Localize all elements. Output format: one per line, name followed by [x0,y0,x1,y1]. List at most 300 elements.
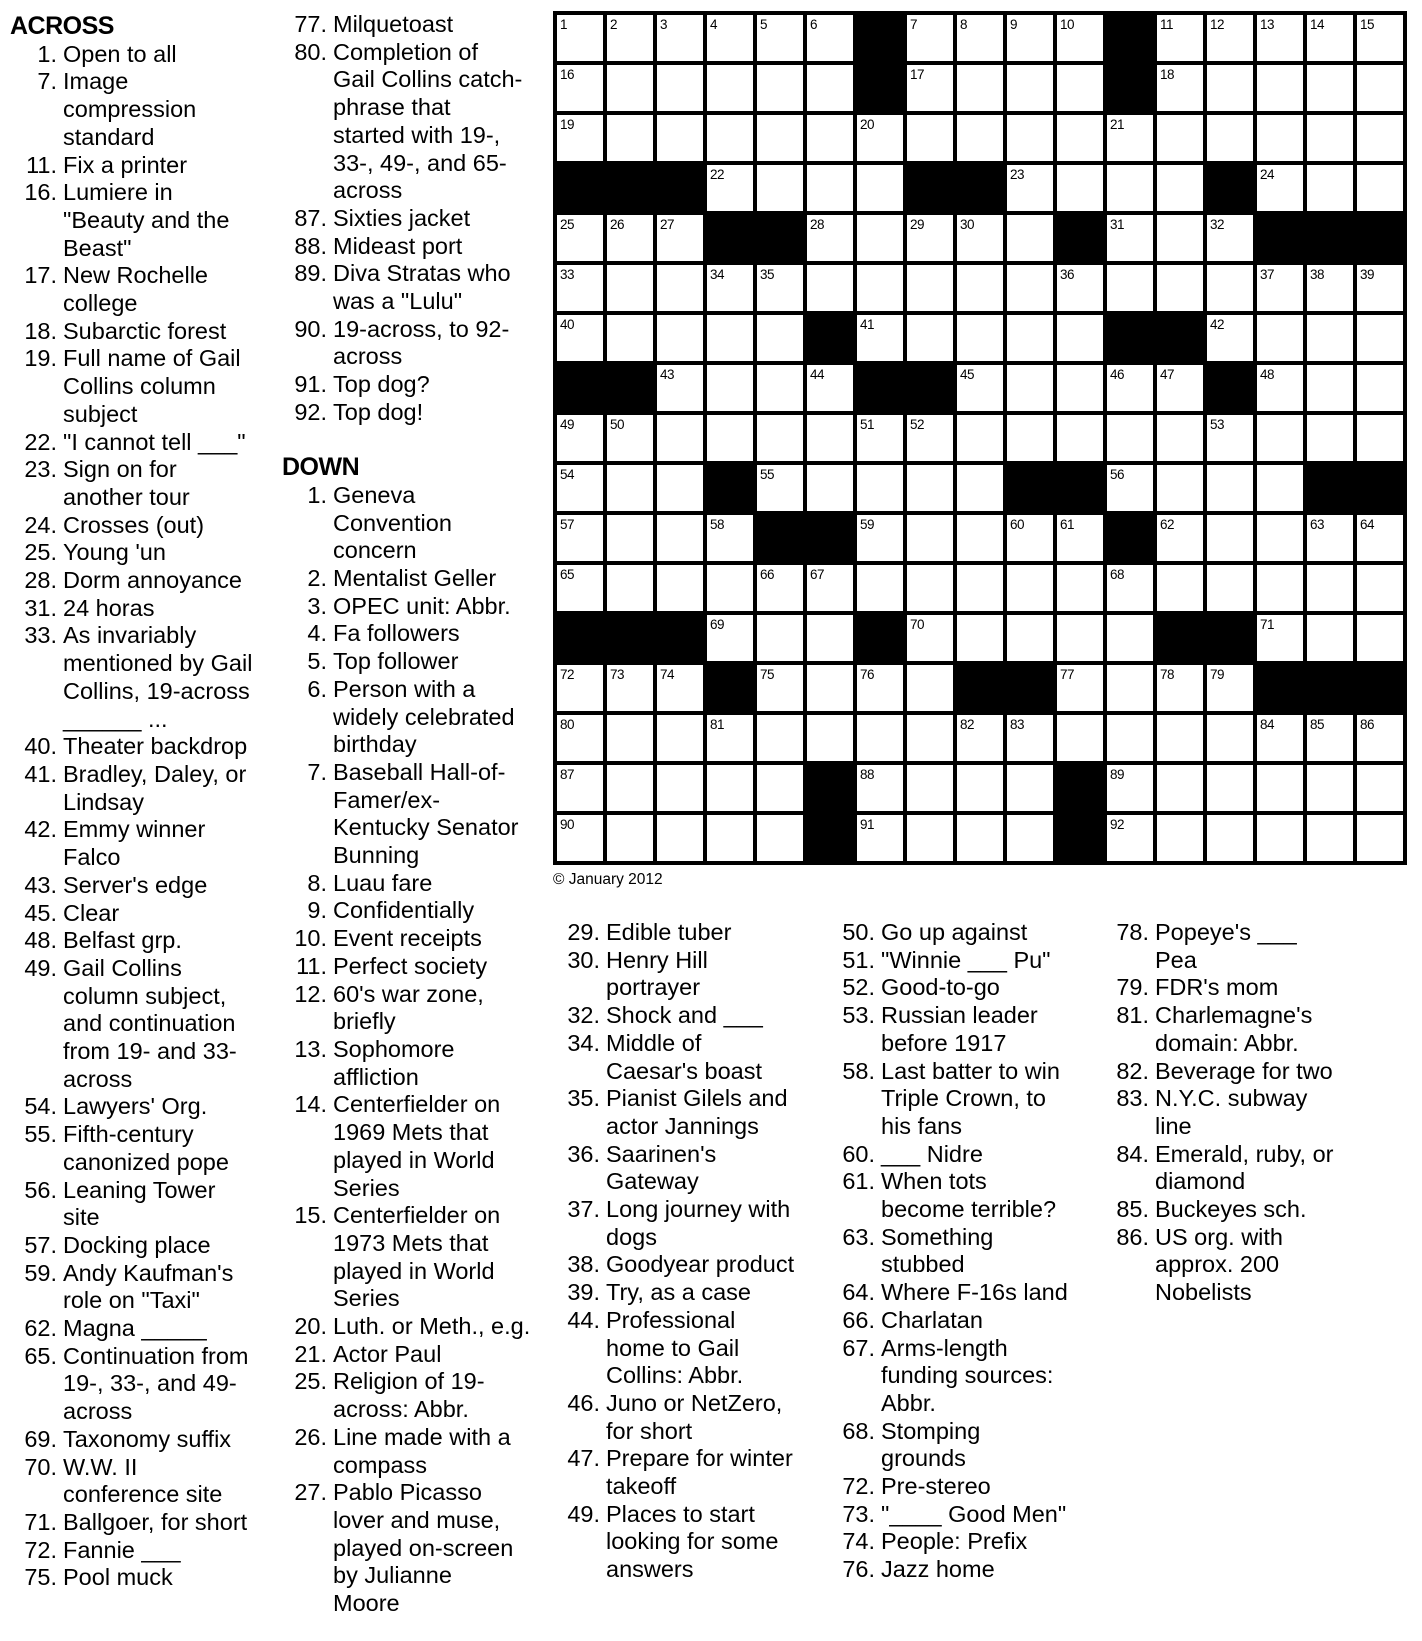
grid-cell[interactable] [757,715,803,761]
grid-cell[interactable] [657,65,703,111]
grid-cell[interactable] [807,115,853,161]
grid-cell[interactable] [1357,715,1403,761]
grid-cell[interactable] [1207,315,1253,361]
grid-cell[interactable] [1207,465,1253,511]
cell-number: 92 [1110,817,1125,832]
grid-cell[interactable] [1257,815,1303,861]
grid-cell[interactable] [907,265,953,311]
grid-cell[interactable] [957,565,1003,611]
grid-cell[interactable] [1257,415,1303,461]
grid-cell[interactable] [907,665,953,711]
grid-cell[interactable] [657,115,703,161]
grid-cell[interactable] [1207,115,1253,161]
grid-cell[interactable] [1007,715,1053,761]
grid-cell[interactable] [1057,315,1103,361]
across-clue [10,567,252,595]
grid-cell[interactable] [1307,365,1353,411]
grid-cell[interactable] [957,715,1003,761]
grid-cell[interactable] [557,65,603,111]
grid-cell[interactable] [757,765,803,811]
grid-cell[interactable] [1207,215,1253,261]
cell-number: 55 [760,467,775,482]
grid-cell[interactable] [557,215,603,261]
clue-text: portrayer [606,974,701,1001]
grid-cell[interactable] [657,215,703,261]
grid-cell[interactable] [1207,715,1253,761]
grid-cell[interactable] [807,565,853,611]
grid-cell[interactable] [607,465,653,511]
clue-text: Pool muck [63,1564,173,1591]
grid-cell[interactable] [1057,715,1103,761]
grid-cell[interactable] [907,415,953,461]
across-clue [282,260,530,315]
grid-cell[interactable] [707,315,753,361]
grid-cell[interactable] [1357,765,1403,811]
clue-text: Triple Crown, to [881,1085,1046,1112]
grid-cell[interactable] [1007,365,1053,411]
grid-cell[interactable] [1057,665,1103,711]
grid-cell[interactable] [1357,65,1403,111]
grid-cell[interactable] [707,115,753,161]
grid-cell[interactable] [557,515,603,561]
grid-cell[interactable] [557,815,603,861]
grid-cell[interactable] [957,315,1003,361]
clue-text: Image [63,68,129,95]
grid-cell[interactable] [557,415,603,461]
grid-cell[interactable] [707,815,753,861]
black-square [1307,465,1353,511]
cell-number: 32 [1210,217,1225,232]
grid-cell[interactable] [657,15,703,61]
grid-cell[interactable] [1307,565,1353,611]
grid-cell[interactable] [1007,265,1053,311]
grid-cell[interactable] [1057,565,1103,611]
grid-cell[interactable] [707,165,753,211]
across-clue [10,927,252,955]
grid-cell[interactable] [1057,515,1103,561]
grid-cell[interactable] [607,315,653,361]
grid-cell[interactable] [907,215,953,261]
grid-cell[interactable] [557,765,603,811]
clue-text: played on-screen [333,1534,514,1561]
grid-cell[interactable] [1307,815,1353,861]
grid-cell[interactable] [1157,565,1203,611]
across-clue [10,622,252,733]
down-clue [835,1556,1068,1584]
grid-cell[interactable] [807,665,853,711]
grid-cell[interactable] [1107,715,1153,761]
cell-number: 40 [560,317,575,332]
grid-cell[interactable] [857,815,903,861]
grid-cell[interactable] [907,465,953,511]
across-clue [10,539,252,567]
grid-cell[interactable] [707,15,753,61]
grid-cell[interactable] [607,215,653,261]
grid-cell[interactable] [607,115,653,161]
grid-cell[interactable] [1107,365,1153,411]
grid-cell[interactable] [1157,65,1203,111]
grid-cell[interactable] [1207,65,1253,111]
grid-cell[interactable] [957,15,1003,61]
grid-cell[interactable] [907,715,953,761]
grid-cell[interactable] [607,665,653,711]
clue-number: 33. [24,622,57,649]
grid-cell[interactable] [1257,515,1303,561]
grid-cell[interactable] [1257,715,1303,761]
cell-number: 22 [710,167,725,182]
grid-cell[interactable] [1157,215,1203,261]
grid-cell[interactable] [557,715,603,761]
clue-number: 20. [294,1313,327,1340]
grid-cell[interactable] [1257,15,1303,61]
grid-cell[interactable] [657,265,703,311]
grid-cell[interactable] [1307,765,1353,811]
grid-cell[interactable] [857,515,903,561]
spacer [282,427,530,455]
grid-cell[interactable] [657,665,703,711]
grid-cell[interactable] [1307,15,1353,61]
grid-cell[interactable] [1207,415,1253,461]
grid-cell[interactable] [1007,815,1053,861]
grid-cell[interactable] [1057,15,1103,61]
grid-cell[interactable] [1307,115,1353,161]
grid-cell[interactable] [857,315,903,361]
clue-number: 70. [24,1453,57,1480]
grid-cell[interactable] [1307,515,1353,561]
grid-cell[interactable] [1307,715,1353,761]
clue-number: 10. [294,925,327,952]
grid-cell[interactable] [1107,615,1153,661]
grid-cell[interactable] [807,215,853,261]
grid-cell[interactable] [1007,215,1053,261]
grid-cell[interactable] [607,265,653,311]
grid-cell[interactable] [557,465,603,511]
grid-cell[interactable] [757,165,803,211]
grid-cell[interactable] [1207,15,1253,61]
grid-cell[interactable] [707,65,753,111]
grid-cell[interactable] [1257,115,1303,161]
grid-cell[interactable] [1107,115,1153,161]
grid-cell[interactable] [1357,415,1403,461]
grid-cell[interactable] [857,665,903,711]
grid-cell[interactable] [907,565,953,611]
grid-cell[interactable] [757,665,803,711]
grid-cell[interactable] [1357,315,1403,361]
grid-cell[interactable] [607,815,653,861]
grid-cell[interactable] [1207,265,1253,311]
grid-cell[interactable] [857,115,903,161]
grid-cell[interactable] [1207,565,1253,611]
grid-cell[interactable] [757,115,803,161]
grid-cell[interactable] [1257,365,1303,411]
grid-cell[interactable] [1357,165,1403,211]
grid-cell[interactable] [1057,615,1103,661]
grid-cell[interactable] [1157,665,1203,711]
grid-cell[interactable] [857,415,903,461]
clue-text: US org. with [1155,1223,1283,1250]
grid-cell[interactable] [557,265,603,311]
clue-text: across [333,177,403,204]
grid-cell[interactable] [1357,115,1403,161]
grid-cell[interactable] [1207,765,1253,811]
grid-cell[interactable] [1257,315,1303,361]
grid-cell[interactable] [1307,615,1353,661]
grid-cell[interactable] [907,115,953,161]
grid-cell[interactable] [807,715,853,761]
grid-cell[interactable] [657,415,703,461]
grid-cell[interactable] [1157,15,1203,61]
grid-cell[interactable] [807,415,853,461]
grid-cell[interactable] [1107,565,1153,611]
grid-cell[interactable] [707,615,753,661]
grid-cell[interactable] [757,815,803,861]
grid-cell[interactable] [1007,115,1053,161]
clue-text: widely celebrated [333,703,515,730]
grid-cell[interactable] [957,365,1003,411]
grid-cell[interactable] [957,815,1003,861]
grid-cell[interactable] [1307,165,1353,211]
grid-cell[interactable] [1307,415,1353,461]
cell-number: 86 [1360,717,1375,732]
grid-cell[interactable] [807,365,853,411]
grid-cell[interactable] [1107,415,1153,461]
grid-cell[interactable] [1157,165,1203,211]
grid-cell[interactable] [1157,365,1203,411]
grid-cell[interactable] [857,465,903,511]
grid-cell[interactable] [707,515,753,561]
grid-cell[interactable] [657,715,703,761]
clue-text: Sophomore [333,1036,455,1062]
grid-cell[interactable] [657,515,703,561]
grid-cell[interactable] [1057,165,1103,211]
grid-cell[interactable] [1157,815,1203,861]
grid-cell[interactable] [807,615,853,661]
grid-cell[interactable] [1357,515,1403,561]
clue-number: 36. [567,1140,600,1167]
grid-cell[interactable] [907,15,953,61]
grid-cell[interactable] [757,265,803,311]
clue-text: grounds [881,1445,966,1472]
grid-cell[interactable] [907,515,953,561]
grid-cell[interactable] [707,715,753,761]
grid-cell[interactable] [1107,165,1153,211]
grid-cell[interactable] [1257,465,1303,511]
grid-cell[interactable] [1307,65,1353,111]
grid-cell[interactable] [1357,15,1403,61]
grid-cell[interactable] [1257,765,1303,811]
grid-cell[interactable] [907,315,953,361]
black-square [957,665,1003,711]
down-clue [835,1473,1068,1501]
across-clue [10,512,252,540]
grid-cell[interactable] [657,315,703,361]
grid-cell[interactable] [557,315,603,361]
clue-text: N.Y.C. subway [1155,1085,1308,1112]
grid-cell[interactable] [607,515,653,561]
grid-cell[interactable] [707,365,753,411]
grid-cell[interactable] [907,815,953,861]
grid-cell[interactable] [957,215,1003,261]
grid-cell[interactable] [557,115,603,161]
grid-cell[interactable] [757,15,803,61]
grid-cell[interactable] [757,65,803,111]
grid-cell[interactable] [557,15,603,61]
grid-cell[interactable] [1007,615,1053,661]
across-heading: ACROSS [10,12,114,40]
grid-cell[interactable] [757,315,803,361]
grid-cell[interactable] [1207,815,1253,861]
grid-cell[interactable] [1007,515,1053,561]
grid-cell[interactable] [1057,415,1103,461]
grid-cell[interactable] [707,565,753,611]
clue-text: Pre-stereo [881,1473,991,1500]
grid-cell[interactable] [1007,65,1053,111]
grid-cell[interactable] [1057,65,1103,111]
across-clue [10,1564,252,1592]
grid-cell[interactable] [1257,65,1303,111]
across-clue [10,595,252,623]
clue-text: Fa followers [333,620,460,647]
grid-cell[interactable] [957,765,1003,811]
grid-cell[interactable] [1157,265,1203,311]
grid-cell[interactable] [857,715,903,761]
grid-cell[interactable] [757,365,803,411]
clue-number: 11. [26,151,57,178]
grid-cell[interactable] [1357,265,1403,311]
grid-cell[interactable] [1357,815,1403,861]
grid-cell[interactable] [957,265,1003,311]
grid-cell[interactable] [607,15,653,61]
grid-cell[interactable] [857,165,903,211]
grid-cell[interactable] [807,265,853,311]
grid-cell[interactable] [757,615,803,661]
grid-cell[interactable] [1257,165,1303,211]
grid-cell[interactable] [707,765,753,811]
grid-cell[interactable] [1057,115,1103,161]
grid-cell[interactable] [657,815,703,861]
grid-cell[interactable] [807,15,853,61]
grid-cell[interactable] [757,565,803,611]
grid-cell[interactable] [657,565,703,611]
grid-cell[interactable] [607,565,653,611]
grid-cell[interactable] [1107,215,1153,261]
grid-cell[interactable] [757,465,803,511]
clue-number: 7. [307,758,327,785]
grid-cell[interactable] [1207,515,1253,561]
clue-text: Person with a [333,675,476,702]
grid-cell[interactable] [607,415,653,461]
grid-cell[interactable] [607,715,653,761]
clue-text: Abbr. [881,1389,936,1416]
grid-cell[interactable] [1357,615,1403,661]
grid-cell[interactable] [1107,665,1153,711]
grid-cell[interactable] [1257,565,1303,611]
grid-cell[interactable] [1007,165,1053,211]
grid-cell[interactable] [557,665,603,711]
down-clue [282,981,530,1036]
grid-cell[interactable] [1057,365,1103,411]
clue-text: W.W. II [63,1453,138,1480]
down-clue [282,1313,530,1341]
across-clue [10,429,252,457]
grid-cell[interactable] [857,765,903,811]
grid-cell[interactable] [1357,365,1403,411]
grid-cell[interactable] [957,65,1003,111]
grid-cell[interactable] [707,415,753,461]
clue-number: 79. [1116,974,1149,1001]
cell-number: 14 [1310,17,1325,32]
grid-cell[interactable] [1307,265,1353,311]
grid-cell[interactable] [607,65,653,111]
grid-cell[interactable] [1007,315,1053,361]
clue-number: 34. [567,1029,600,1056]
grid-cell[interactable] [1007,565,1053,611]
grid-cell[interactable] [1157,465,1203,511]
grid-cell[interactable] [907,765,953,811]
grid-cell[interactable] [957,465,1003,511]
grid-cell[interactable] [1107,815,1153,861]
grid-cell[interactable] [807,65,853,111]
clue-number: 14. [294,1091,327,1118]
grid-cell[interactable] [957,415,1003,461]
grid-cell[interactable] [857,215,903,261]
grid-cell[interactable] [907,65,953,111]
grid-cell[interactable] [1307,315,1353,361]
grid-cell[interactable] [957,615,1003,661]
grid-cell[interactable] [557,565,603,611]
grid-cell[interactable] [1157,765,1203,811]
grid-cell[interactable] [1157,515,1203,561]
grid-cell[interactable] [807,165,853,211]
across-clue [10,1232,252,1260]
grid-cell[interactable] [907,615,953,661]
grid-cell[interactable] [857,565,903,611]
cell-number: 50 [610,417,625,432]
grid-cell[interactable] [857,265,903,311]
grid-cell[interactable] [807,465,853,511]
grid-cell[interactable] [1357,565,1403,611]
grid-cell[interactable] [657,465,703,511]
down-clue [835,1168,1068,1223]
grid-cell[interactable] [1157,415,1203,461]
clue-text: Series [333,1174,400,1201]
black-square [1057,765,1103,811]
grid-cell[interactable] [1107,465,1153,511]
grid-cell[interactable] [1257,265,1303,311]
grid-cell[interactable] [1057,265,1103,311]
clue-text: compression [63,96,197,123]
grid-cell[interactable] [957,515,1003,561]
grid-cell[interactable] [1257,615,1303,661]
black-square [607,165,653,211]
cell-number: 39 [1360,267,1375,282]
grid-cell[interactable] [657,765,703,811]
grid-cell[interactable] [607,765,653,811]
grid-cell[interactable] [1007,765,1053,811]
grid-cell[interactable] [1007,415,1053,461]
grid-cell[interactable] [957,115,1003,161]
clue-text: played in World [333,1146,495,1173]
grid-cell[interactable] [1107,765,1153,811]
grid-cell[interactable] [707,265,753,311]
grid-cell[interactable] [657,365,703,411]
grid-cell[interactable] [1007,15,1053,61]
grid-cell[interactable] [1157,115,1203,161]
grid-cell[interactable] [1157,715,1203,761]
grid-cell[interactable] [1107,265,1153,311]
grid-cell[interactable] [1207,665,1253,711]
grid-cell[interactable] [757,415,803,461]
